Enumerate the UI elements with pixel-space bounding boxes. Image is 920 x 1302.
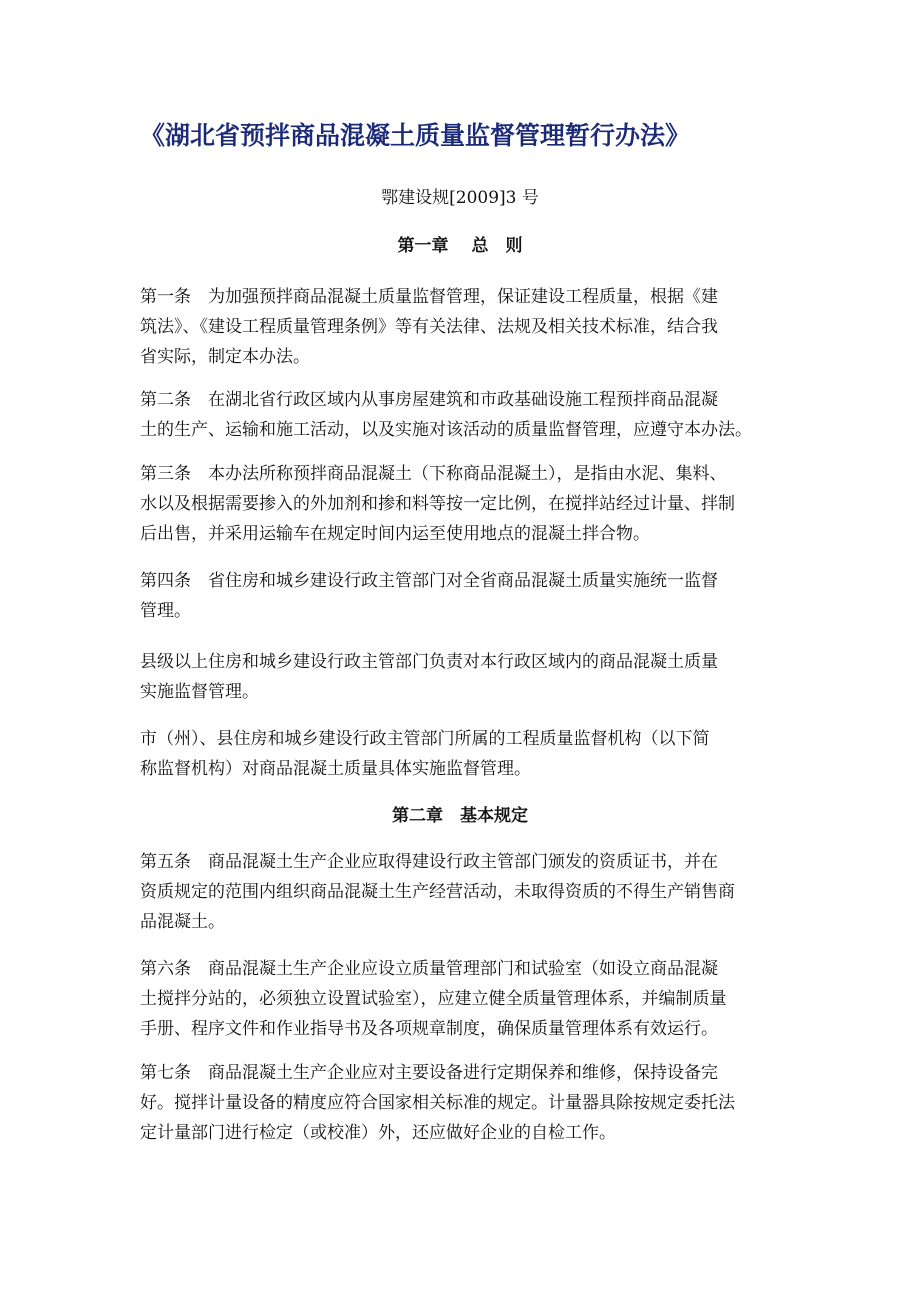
text-line: 筑法》、《建设工程质量管理条例》等有关法律、法规及相关技术标准，结合我 [140, 317, 718, 337]
text-line: 土搅拌分站的，必须独立设置试验室），应建立健全质量管理体系，并编制质量 [140, 989, 727, 1009]
document-title: 《湖北省预拌商品混凝土质量监督管理暂行办法》 [140, 121, 691, 150]
text-line: 市（州）、县住房和城乡建设行政主管部门所属的工程质量监督机构（以下简 [140, 729, 710, 749]
text-line: 品混凝土。 [140, 912, 225, 932]
paragraph-article-6 [140, 954, 788, 1044]
text-line: 资质规定的范围内组织商品混凝土生产经营活动，未取得资质的不得生产销售商 [140, 882, 735, 902]
text-line: 第一条 为加强预拌商品混凝土质量监督管理，保证建设工程质量，根据《建 [140, 287, 718, 307]
paragraph-article-2 [140, 385, 788, 445]
text-line: 第五条 商品混凝土生产企业应取得建设行政主管部门颁发的资质证书，并在 [140, 852, 718, 872]
chapter-heading: 第二章 基本规定 [392, 806, 528, 826]
text-line: 管理。 [140, 601, 191, 621]
text-line: 第七条 商品混凝土生产企业应对主要设备进行定期保养和维修，保持设备完 [140, 1063, 718, 1083]
paragraph-article-4-county [140, 647, 788, 707]
paragraph-article-1 [140, 282, 788, 372]
text-line: 水以及根据需要掺入的外加剂和掺和料等按一定比例，在搅拌站经过计量、拌制 [140, 494, 735, 514]
paragraph-article-3 [140, 459, 788, 549]
document-number: 鄂建设规[2009]3 号 [381, 188, 539, 208]
paragraph-article-4 [140, 566, 788, 626]
text-line: 后出售，并采用运输车在规定时间内运至使用地点的混凝土拌合物。 [140, 524, 650, 544]
paragraph-article-5 [140, 847, 788, 937]
text-line: 第二条 在湖北省行政区域内从事房屋建筑和市政基础设施工程预拌商品混凝 [140, 390, 718, 410]
chapter-heading: 第一章 总 则 [397, 236, 523, 256]
text-line: 实施监督管理。 [140, 682, 259, 702]
text-line: 好。搅拌计量设备的精度应符合国家相关标准的规定。计量器具除按规定委托法 [140, 1093, 735, 1113]
text-line: 第三条 本办法所称预拌商品混凝土（下称商品混凝土），是指由水泥、集料、 [140, 464, 727, 484]
text-line: 土的生产、运输和施工活动，以及实施对该活动的质量监督管理，应遵守本办法。 [140, 420, 752, 440]
text-line: 称监督机构）对商品混凝土质量具体实施监督管理。 [140, 759, 531, 779]
text-line: 第六条 商品混凝土生产企业应设立质量管理部门和试验室（如设立商品混凝 [140, 959, 718, 979]
text-line: 手册、程序文件和作业指导书及各项规章制度，确保质量管理体系有效运行。 [140, 1019, 718, 1039]
text-line: 第四条 省住房和城乡建设行政主管部门对全省商品混凝土质量实施统一监督 [140, 571, 718, 591]
paragraph-article-7 [140, 1058, 788, 1148]
paragraph-article-4-city [140, 724, 788, 784]
text-line: 省实际，制定本办法。 [140, 347, 310, 367]
text-line: 定计量部门进行检定（或校准）外，还应做好企业的自检工作。 [140, 1123, 616, 1143]
text-line: 县级以上住房和城乡建设行政主管部门负责对本行政区域内的商品混凝土质量 [140, 652, 718, 672]
